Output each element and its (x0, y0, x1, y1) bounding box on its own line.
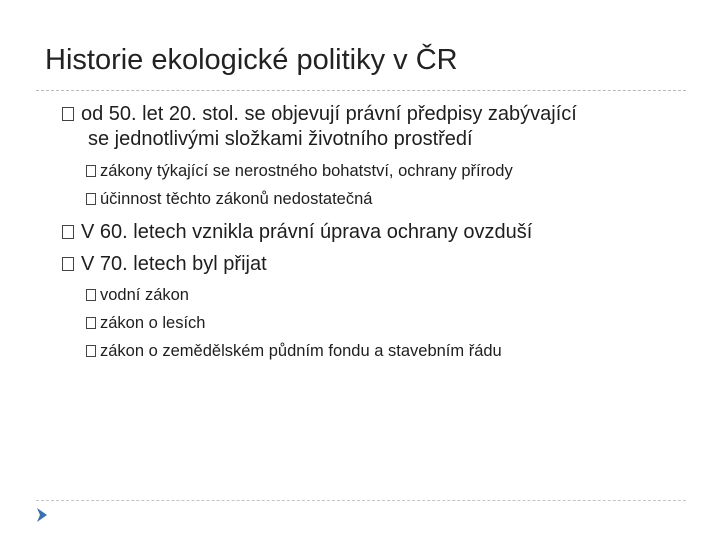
square-bullet-icon (86, 289, 96, 301)
list-item-text: od 50. let 20. stol. se objevují právní předpisy zabývající (81, 103, 577, 125)
square-bullet-icon (86, 345, 96, 357)
list-item (86, 286, 189, 305)
list-item (86, 342, 502, 361)
list-item-text: se jednotlivými složkami životního prostředí (88, 128, 473, 150)
square-bullet-icon (86, 165, 96, 177)
list-item-text: vodní zákon (100, 286, 189, 304)
list-item-text: zákon o zemědělském půdním fondu a stavebním řádu (100, 342, 502, 360)
list-item (86, 162, 513, 181)
list-item-text: zákon o lesích (100, 314, 206, 332)
list-item-text: V 60. letech vznikla právní úprava ochrany ovzduší (81, 221, 533, 243)
list-item-text: účinnost těchto zákonů nedostatečná (100, 190, 373, 208)
list-item-text: zákony týkající se nerostného bohatství, ochrany přírody (100, 162, 513, 180)
list-item (86, 314, 205, 333)
square-bullet-icon (86, 317, 96, 329)
square-bullet-icon (86, 193, 96, 205)
square-bullet-icon (62, 257, 74, 271)
list-item (62, 103, 577, 126)
title-divider (36, 90, 686, 91)
square-bullet-icon (62, 107, 74, 121)
slide-title: Historie ekologické politiky v ČR (45, 44, 458, 76)
footer-divider (36, 500, 686, 501)
list-item (62, 221, 532, 244)
square-bullet-icon (62, 225, 74, 239)
list-item-continuation (88, 128, 473, 151)
slide-nav-arrow-icon[interactable] (34, 506, 50, 524)
list-item-text: V 70. letech byl přijat (81, 253, 267, 275)
list-item (62, 253, 267, 276)
list-item (86, 190, 372, 209)
